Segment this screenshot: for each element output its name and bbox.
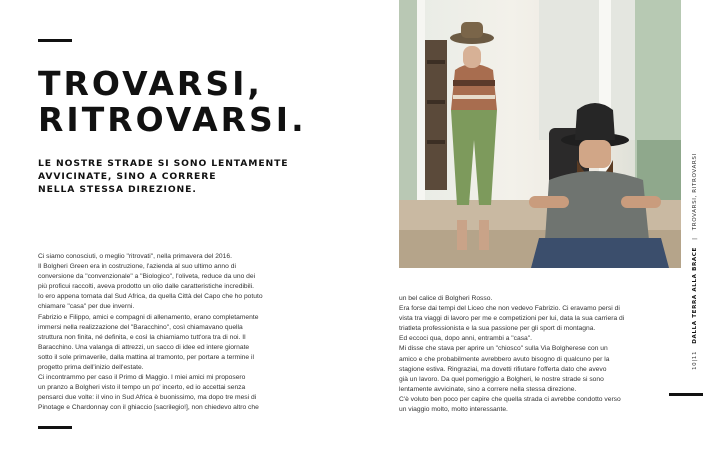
body-line: Mi disse che stava per aprire un "chiosco" sulla Via Bolgherese con un bbox=[399, 345, 608, 353]
body-line: Io ero appena tornata dal Sud Africa, da quella Città del Capo che ho potuto bbox=[38, 293, 263, 301]
photo-couple-in-hats bbox=[399, 0, 681, 268]
body-line: Pinotage e Chardonnay con il ghiaccio [sacrilegio!], non chiedevo altro che bbox=[38, 404, 259, 412]
header-topic: TROVARSI, RITROVARSI bbox=[692, 153, 698, 231]
subtitle-line: NELLA STESSA DIREZIONE. bbox=[38, 184, 197, 195]
body-line: vista tra viaggi di lavoro per me e competizioni per lui, data la sua carriera di bbox=[399, 315, 625, 323]
body-line: Ci siamo conosciuti, o meglio "ritrovati", nella primavera del 2016. bbox=[38, 253, 232, 260]
title-line: RITROVARSI. bbox=[38, 100, 307, 139]
body-line: Era forse dai tempi del Liceo che non vedevo Fabrizio. Ci eravamo persi di bbox=[399, 305, 620, 313]
body-line: un bel calice di Bolgheri Rosso. bbox=[399, 295, 493, 302]
header-separator: | bbox=[692, 237, 698, 240]
body-column-left bbox=[38, 252, 263, 414]
body-line: lentamente avvicinate, sino a correre nella stessa direzione. bbox=[399, 385, 577, 393]
body-line: già un lavoro. Da quel pomeriggio a Bolgheri, le nostre strade si sono bbox=[399, 375, 604, 383]
body-column-right bbox=[399, 294, 624, 415]
body-line: un viaggio molto, molto interessante. bbox=[399, 406, 508, 414]
body-line: conversione da "convenzionale" a "Biologico", l'oliveta, reduce da uno dei bbox=[38, 273, 256, 281]
body-line: Baracchino. Una valanga di attrezzi, un sacco di idee ed intere giornate bbox=[38, 343, 250, 351]
body-line: più proficui raccolti, aveva prodotto un olio dalle caratteristiche incredibili. bbox=[38, 283, 254, 291]
page-number: 10|11 bbox=[692, 350, 698, 370]
body-line: C'è voluto ben poco per capire che quella strada ci avrebbe condotto verso bbox=[399, 395, 621, 403]
body-line: immersi nella realizzazione del "Baracchino", così chiamavano quella bbox=[38, 323, 243, 331]
article-photo bbox=[399, 0, 681, 268]
body-line: triatleta professionista e la sua passione per gli sport di montagna. bbox=[399, 325, 596, 333]
body-line: amico e che probabilmente avrebbero avuto bisogno di qualcuno per la bbox=[399, 355, 610, 363]
article-title bbox=[38, 66, 307, 138]
bottom-rule bbox=[38, 426, 72, 429]
body-line: Il Bolgheri Green era in costruzione, l'azienda al suo ultimo anno di bbox=[38, 263, 236, 271]
top-rule bbox=[38, 39, 72, 42]
body-line: chiamare "casa" per due inverni. bbox=[38, 303, 135, 311]
right-rule bbox=[669, 393, 703, 396]
running-header bbox=[689, 153, 701, 370]
body-line: un pranzo a Bolgheri visto il tempo un po' incerto, ed io accettai senza bbox=[38, 384, 246, 392]
section-name: DALLA TERRA ALLA BRACE bbox=[692, 247, 698, 344]
body-line: progetto prima dell'inizio dell'estate. bbox=[38, 364, 144, 372]
body-line: Fabrizio e Filippo, amici e compagni di allenamento, erano completamente bbox=[38, 313, 259, 321]
body-line: stagione estiva. Ringraziai, ma dovetti rifiutare l'offerta dato che avevo bbox=[399, 365, 607, 373]
title-line: TROVARSI, bbox=[38, 64, 263, 103]
body-line: pensarci due volte: il vino in Sud Africa è buonissimo, ma dopo tre mesi di bbox=[38, 394, 257, 402]
body-line: Ed eccoci qua, dopo anni, entrambi a "casa". bbox=[399, 335, 533, 343]
subtitle-line: AVVICINATE, SINO A CORRERE bbox=[38, 171, 217, 182]
body-line: struttura non finita, né definita, e così la chiamiamo tutt'ora tra di noi. Il bbox=[38, 333, 246, 341]
subtitle-line: LE NOSTRE STRADE SI SONO LENTAMENTE bbox=[38, 158, 289, 169]
article-subtitle bbox=[38, 157, 288, 196]
body-line: sotto il sole primaverile, dalla mattina al tramonto, per portare a termine il bbox=[38, 353, 254, 361]
body-line: Ci incontrammo per caso il Primo di Maggio. I miei amici mi proposero bbox=[38, 374, 246, 382]
